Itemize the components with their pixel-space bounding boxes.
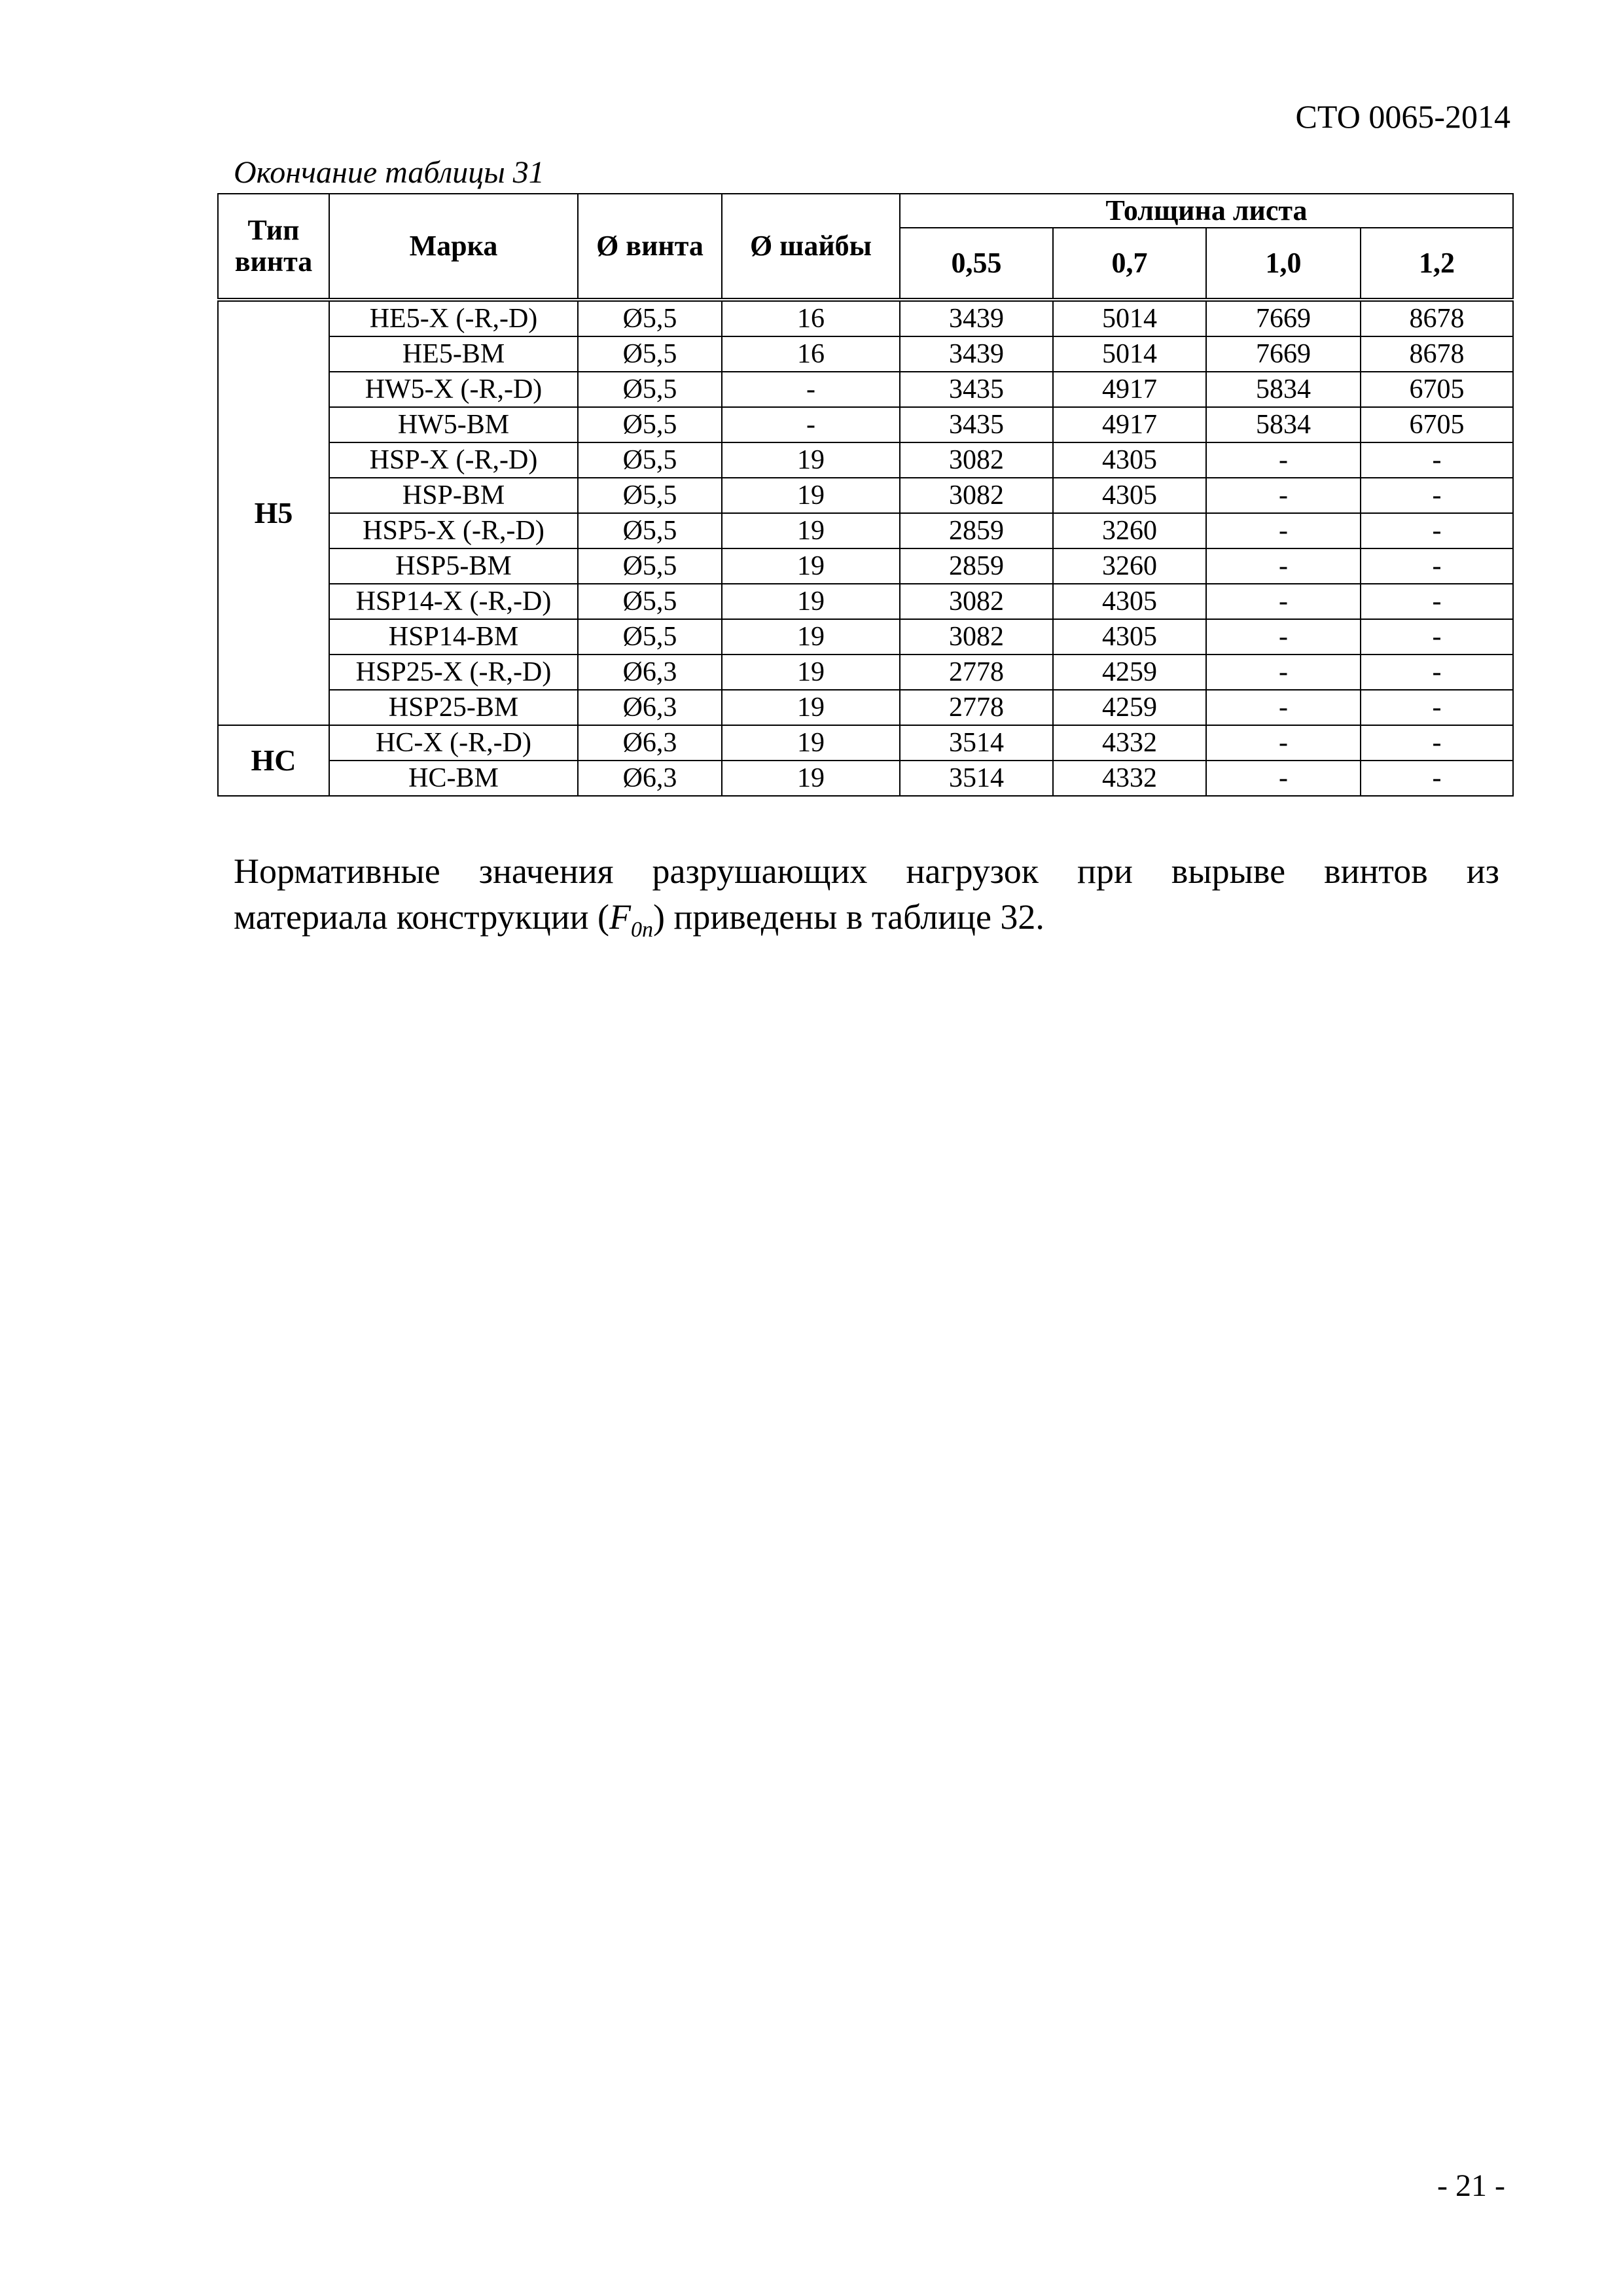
value-cell: 4917 <box>1053 372 1206 407</box>
value-cell: - <box>1206 478 1361 513</box>
col-header-thickness-0-55: 0,55 <box>900 228 1053 300</box>
brand-cell: HSP25-BM <box>329 690 578 725</box>
value-cell: 3435 <box>900 372 1053 407</box>
screw-diameter-cell: Ø6,3 <box>578 761 722 796</box>
value-cell: 6705 <box>1361 407 1513 442</box>
value-cell: 4305 <box>1053 478 1206 513</box>
value-cell: - <box>1206 513 1361 548</box>
table-row <box>218 584 1513 619</box>
screw-diameter-cell: Ø6,3 <box>578 690 722 725</box>
col-header-thickness-1-0: 1,0 <box>1206 228 1361 300</box>
value-cell: - <box>1361 690 1513 725</box>
symbol-f0n <box>609 897 654 942</box>
screw-diameter-cell: Ø5,5 <box>578 300 722 336</box>
washer-diameter-cell: 19 <box>722 513 900 548</box>
value-cell: 3439 <box>900 300 1053 336</box>
washer-diameter-cell: 19 <box>722 690 900 725</box>
washer-diameter-cell: 19 <box>722 655 900 690</box>
brand-cell: HW5-X (-R,-D) <box>329 372 578 407</box>
table-row <box>218 690 1513 725</box>
value-cell: - <box>1206 655 1361 690</box>
doc-code: СТО 0065-2014 <box>1295 98 1510 135</box>
value-cell: - <box>1206 725 1361 761</box>
screw-diameter-cell: Ø5,5 <box>578 407 722 442</box>
screw-diameter-cell: Ø5,5 <box>578 478 722 513</box>
paragraph-text-after-symbol: ) приведены в таблице 32. <box>653 897 1044 937</box>
value-cell: - <box>1361 619 1513 655</box>
washer-diameter-cell: 19 <box>722 725 900 761</box>
brand-cell: HE5-X (-R,-D) <box>329 300 578 336</box>
screw-diameter-cell: Ø6,3 <box>578 655 722 690</box>
value-cell: - <box>1361 478 1513 513</box>
table-row <box>218 300 1513 336</box>
value-cell: 3260 <box>1053 513 1206 548</box>
value-cell: 3082 <box>900 478 1053 513</box>
value-cell: 3082 <box>900 619 1053 655</box>
table-row <box>218 725 1513 761</box>
value-cell: 4332 <box>1053 725 1206 761</box>
value-cell: 4917 <box>1053 407 1206 442</box>
value-cell: 5014 <box>1053 300 1206 336</box>
value-cell: 3435 <box>900 407 1053 442</box>
washer-diameter-cell: 19 <box>722 442 900 478</box>
paragraph-line-1: Нормативные значения разрушающих нагрузок при вырыве винтов из <box>234 852 1499 891</box>
value-cell: 7669 <box>1206 336 1361 372</box>
value-cell: - <box>1206 761 1361 796</box>
value-cell: 5834 <box>1206 407 1361 442</box>
washer-diameter-cell: 19 <box>722 619 900 655</box>
value-cell: - <box>1206 690 1361 725</box>
value-cell: - <box>1206 584 1361 619</box>
screw-load-table <box>217 193 1514 797</box>
value-cell: - <box>1361 655 1513 690</box>
brand-cell: HC-BM <box>329 761 578 796</box>
brand-cell: HSP-X (-R,-D) <box>329 442 578 478</box>
table-row <box>218 619 1513 655</box>
group-cell-h5: Н5 <box>218 300 329 725</box>
paragraph-text-before-symbol: материала конструкции ( <box>234 897 610 937</box>
brand-cell: HSP-BM <box>329 478 578 513</box>
symbol-main: F <box>609 897 632 937</box>
value-cell: 3082 <box>900 442 1053 478</box>
table-caption: Окончание таблицы 31 <box>234 155 544 190</box>
col-header-thickness-0-7: 0,7 <box>1053 228 1206 300</box>
screw-diameter-cell: Ø5,5 <box>578 548 722 584</box>
table-row <box>218 548 1513 584</box>
washer-diameter-cell: - <box>722 372 900 407</box>
table-row <box>218 442 1513 478</box>
value-cell: 7669 <box>1206 300 1361 336</box>
washer-diameter-cell: 16 <box>722 336 900 372</box>
washer-diameter-cell: 19 <box>722 478 900 513</box>
screw-diameter-cell: Ø5,5 <box>578 619 722 655</box>
value-cell: 4305 <box>1053 442 1206 478</box>
col-header-screw-diameter: Ø винта <box>578 194 722 300</box>
value-cell: - <box>1361 513 1513 548</box>
value-cell: 3514 <box>900 725 1053 761</box>
brand-cell: HE5-BM <box>329 336 578 372</box>
value-cell: 4305 <box>1053 584 1206 619</box>
brand-cell: HSP5-X (-R,-D) <box>329 513 578 548</box>
screw-diameter-cell: Ø6,3 <box>578 725 722 761</box>
screw-diameter-cell: Ø5,5 <box>578 442 722 478</box>
brand-cell: HW5-BM <box>329 407 578 442</box>
value-cell: - <box>1361 442 1513 478</box>
brand-cell: HC-X (-R,-D) <box>329 725 578 761</box>
value-cell: 8678 <box>1361 336 1513 372</box>
washer-diameter-cell: - <box>722 407 900 442</box>
col-header-type: Тип винта <box>218 194 329 300</box>
screw-diameter-cell: Ø5,5 <box>578 513 722 548</box>
value-cell: 2778 <box>900 690 1053 725</box>
table-row <box>218 655 1513 690</box>
value-cell: 4305 <box>1053 619 1206 655</box>
table-row <box>218 761 1513 796</box>
value-cell: 3082 <box>900 584 1053 619</box>
table-row <box>218 407 1513 442</box>
washer-diameter-cell: 19 <box>722 761 900 796</box>
value-cell: 4332 <box>1053 761 1206 796</box>
screw-diameter-cell: Ø5,5 <box>578 372 722 407</box>
col-header-thickness-1-2: 1,2 <box>1361 228 1513 300</box>
page-number: - 21 - <box>1437 2168 1505 2203</box>
value-cell: 2859 <box>900 548 1053 584</box>
value-cell: - <box>1361 584 1513 619</box>
washer-diameter-cell: 19 <box>722 548 900 584</box>
value-cell: 2778 <box>900 655 1053 690</box>
brand-cell: HSP14-BM <box>329 619 578 655</box>
screw-diameter-cell: Ø5,5 <box>578 584 722 619</box>
value-cell: - <box>1206 548 1361 584</box>
table-row <box>218 372 1513 407</box>
body-paragraph <box>234 848 1499 953</box>
washer-diameter-cell: 19 <box>722 584 900 619</box>
value-cell: - <box>1361 761 1513 796</box>
value-cell: 2859 <box>900 513 1053 548</box>
value-cell: 3439 <box>900 336 1053 372</box>
value-cell: 4259 <box>1053 690 1206 725</box>
col-header-sheet-thickness: Толщина листа <box>900 194 1513 228</box>
col-header-brand: Марка <box>329 194 578 300</box>
value-cell: 6705 <box>1361 372 1513 407</box>
table-row <box>218 336 1513 372</box>
brand-cell: HSP14-X (-R,-D) <box>329 584 578 619</box>
value-cell: - <box>1361 725 1513 761</box>
value-cell: - <box>1206 442 1361 478</box>
value-cell: 5014 <box>1053 336 1206 372</box>
value-cell: 3260 <box>1053 548 1206 584</box>
screw-diameter-cell: Ø5,5 <box>578 336 722 372</box>
brand-cell: HSP5-BM <box>329 548 578 584</box>
value-cell: 5834 <box>1206 372 1361 407</box>
value-cell: 8678 <box>1361 300 1513 336</box>
col-header-washer-diameter: Ø шайбы <box>722 194 900 300</box>
paragraph-line-2 <box>234 894 1499 953</box>
value-cell: - <box>1361 548 1513 584</box>
brand-cell: HSP25-X (-R,-D) <box>329 655 578 690</box>
table-row <box>218 513 1513 548</box>
value-cell: - <box>1206 619 1361 655</box>
symbol-subscript: 0n <box>631 917 654 942</box>
value-cell: 4259 <box>1053 655 1206 690</box>
group-cell-hc: НС <box>218 725 329 796</box>
value-cell: 3514 <box>900 761 1053 796</box>
washer-diameter-cell: 16 <box>722 300 900 336</box>
table-row <box>218 478 1513 513</box>
